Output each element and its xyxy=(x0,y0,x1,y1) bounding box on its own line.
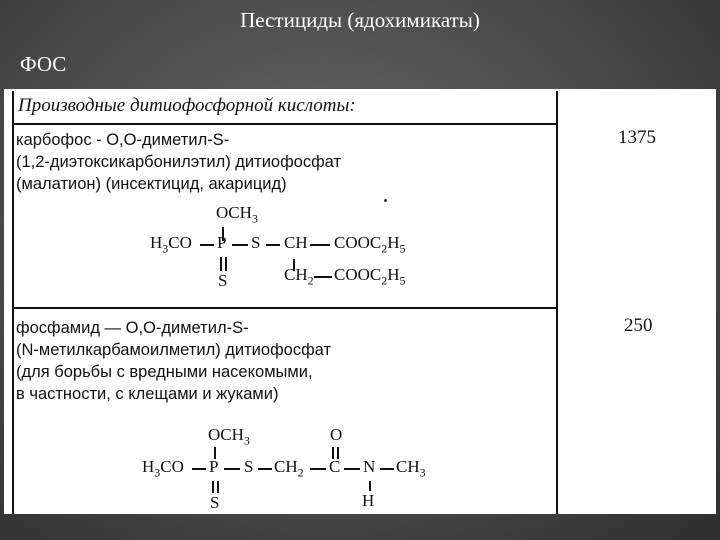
formula-bond xyxy=(310,468,326,470)
formula-h3co: $H_3CO$ xyxy=(150,233,192,256)
formula-bond xyxy=(232,244,248,246)
formula-bond xyxy=(224,468,240,470)
formula-h: H xyxy=(362,491,375,510)
entry-value: 250 xyxy=(624,315,653,336)
entry-line: фосфамид — О,О-диметил-S- xyxy=(16,319,249,337)
slide-title: Пестициды (ядохимикаты) xyxy=(240,8,480,32)
formula-bond xyxy=(310,244,330,246)
formula-bond xyxy=(225,257,227,271)
entry-line: (малатион) (инсектицид, акарицид) xyxy=(16,175,287,193)
entry-line: (N-метилкарбамоилметил) дитиофосфат xyxy=(16,341,332,359)
structural-formula xyxy=(4,203,556,313)
formula-cooc2h5: $COOC_2H_5$ xyxy=(334,265,406,288)
scan-speck xyxy=(384,199,387,202)
formula-p: P xyxy=(209,457,219,476)
formula-ch2: $CH_2$ xyxy=(284,265,314,288)
table-heading: Производные дитиофосфорной кислоты: xyxy=(18,95,356,116)
formula-s-bridge: S xyxy=(251,233,261,252)
formula-bond xyxy=(380,468,394,470)
formula-s-double: S xyxy=(210,493,220,512)
formula-bond xyxy=(192,468,206,470)
formula-bond xyxy=(344,468,360,470)
formula-p: P xyxy=(217,233,227,252)
formula-och3: $OCH_3$ xyxy=(208,425,250,448)
formula-ch2: $CH_2$ xyxy=(274,457,304,480)
formula-cooc2h5: $COOC_2H_5$ xyxy=(334,233,406,256)
formula-bond xyxy=(220,257,222,271)
formula-bond xyxy=(314,276,332,278)
entry-description xyxy=(16,129,436,195)
formula-bond xyxy=(217,481,219,493)
structural-formula xyxy=(4,425,556,514)
formula-h3co: $H_3CO$ xyxy=(142,457,184,480)
entry-line: карбофос - О,О-диметил-S- xyxy=(16,131,230,149)
scanned-table xyxy=(4,89,716,514)
formula-bond xyxy=(266,244,280,246)
entry-line: (1,2-диэтоксикарбонилэтил) дитиофосфат xyxy=(16,153,342,171)
table-border-right xyxy=(556,91,558,514)
formula-s-bridge: S xyxy=(244,457,254,476)
formula-ch: CH xyxy=(284,233,308,252)
formula-ch3: $CH_3$ xyxy=(396,457,426,480)
entry-description xyxy=(16,317,436,405)
table-rule xyxy=(12,123,558,125)
formula-bond xyxy=(200,244,214,246)
formula-bond xyxy=(258,468,272,470)
formula-n: N xyxy=(363,457,376,476)
section-label: ФОС xyxy=(20,52,67,76)
formula-bond xyxy=(369,481,371,491)
formula-o: O xyxy=(330,425,343,444)
entry-value: 1375 xyxy=(618,127,656,148)
formula-och3: $OCH_3$ xyxy=(216,203,258,226)
entry-line: в частности, с клещами и жуками) xyxy=(16,385,279,403)
formula-s-double: S xyxy=(218,271,228,290)
formula-bond xyxy=(212,481,214,493)
entry-line: (для борьбы с вредными насекомыми, xyxy=(16,363,313,381)
formula-c: C xyxy=(329,457,341,476)
